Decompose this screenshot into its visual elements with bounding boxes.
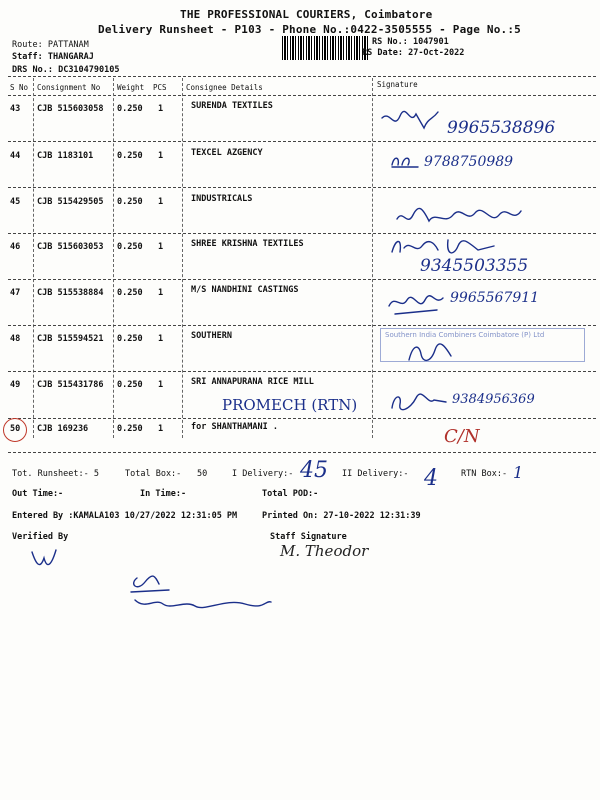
row-consignee: SURENDA TEXTILES — [191, 101, 273, 111]
divider — [8, 187, 596, 188]
col-divider — [113, 78, 114, 438]
runsheet-line: Delivery Runsheet - P103 - Phone No.:0422-3505555 - Page No.:5 — [98, 23, 521, 36]
out-time-label: Out Time:- — [12, 489, 64, 499]
col-consignee: Consignee Details — [186, 83, 263, 92]
row-sno: 49 — [10, 380, 21, 390]
divider — [8, 95, 596, 96]
signature-scribble — [385, 292, 445, 318]
signature-scribble — [390, 153, 420, 169]
drs-value: DC3104790105 — [58, 65, 120, 75]
row-consignee: SHREE KRISHNA TEXTILES — [191, 239, 304, 249]
staff-value: THANGARAJ — [47, 52, 94, 62]
row-weight: 0.250 — [117, 424, 143, 434]
row-consignee: for SHANTHAMANI . — [191, 422, 278, 432]
col-consignment: Consignment No — [37, 83, 101, 92]
signature-scribble — [395, 205, 525, 231]
total-box-label: Total Box:- — [125, 469, 182, 479]
rs-date-value: 27-Oct-2022 — [408, 48, 465, 58]
row-consignment: CJB 169236 — [37, 424, 89, 434]
row-sno: 44 — [10, 151, 21, 161]
col-sno: S No — [10, 83, 29, 92]
signature-scribble — [388, 236, 498, 258]
row-pcs: 1 — [158, 288, 164, 298]
signature-scribble — [405, 340, 455, 364]
divider — [8, 141, 596, 142]
row-weight: 0.250 — [117, 288, 143, 298]
divider — [8, 452, 596, 453]
handwritten-phone: 9788750989 — [424, 154, 514, 170]
verifier-signature — [125, 570, 275, 612]
row-consignment: CJB 1183101 — [37, 151, 94, 161]
row-weight: 0.250 — [117, 242, 143, 252]
divider — [8, 279, 596, 280]
entered-by: Entered By :KAMALA103 10/27/2022 12:31:05 PM — [12, 511, 238, 521]
row-pcs: 1 — [158, 242, 164, 252]
col-divider — [372, 78, 373, 438]
col-divider — [182, 78, 183, 438]
divider — [8, 371, 596, 372]
row-pcs: 1 — [158, 334, 164, 344]
row-weight: 0.250 — [117, 151, 143, 161]
rs-no-label: RS No.: — [372, 37, 408, 47]
handwritten-annotation: PROMECH (RTN) — [222, 396, 358, 414]
handwritten-phone: 9384956369 — [452, 392, 535, 407]
row-consignment: CJB 515603058 — [37, 104, 104, 114]
row-weight: 0.250 — [117, 197, 143, 207]
row-consignment: CJB 515431786 — [37, 380, 104, 390]
row-pcs: 1 — [158, 424, 164, 434]
handwritten-phone: 9965538896 — [447, 118, 556, 138]
row-sno: 48 — [10, 334, 21, 344]
row-weight: 0.250 — [117, 104, 143, 114]
row-weight: 0.250 — [117, 380, 143, 390]
row-pcs: 1 — [158, 104, 164, 114]
verified-signature-mark — [30, 548, 60, 572]
col-signature: Signature — [377, 80, 418, 89]
row-consignee: TEXCEL AZGENCY — [191, 148, 263, 158]
row-pcs: 1 — [158, 151, 164, 161]
row-consignment: CJB 515538884 — [37, 288, 104, 298]
col-weight: Weight — [117, 83, 145, 92]
signature-scribble — [380, 108, 440, 132]
route-value: PATTANAM — [47, 40, 89, 50]
col-divider — [33, 78, 34, 438]
cn-mark: C/N — [444, 426, 480, 447]
delivery-value: 45 — [300, 458, 328, 483]
rtn-box-value: 1 — [513, 463, 524, 482]
verified-by-label: Verified By — [12, 532, 69, 542]
undelivery-value: 4 — [424, 466, 438, 491]
route-label: Route: — [12, 40, 43, 50]
divider — [8, 233, 596, 234]
row-pcs: 1 — [158, 197, 164, 207]
company-stamp: Southern India Combiners Coimbatore (P) Ltd — [380, 328, 585, 362]
staff-label: Staff: — [12, 52, 43, 62]
rs-no-row — [372, 37, 449, 47]
rtn-box-label: RTN Box:- — [461, 469, 508, 479]
divider — [8, 418, 596, 419]
row-sno: 43 — [10, 104, 21, 114]
row-consignment: CJB 515429505 — [37, 197, 104, 207]
barcode — [282, 36, 368, 60]
in-time-label: In Time:- — [140, 489, 187, 499]
row-pcs: 1 — [158, 380, 164, 390]
staff-signature-name: M. Theodor — [280, 542, 369, 560]
row-sno: 47 — [10, 288, 21, 298]
row-sno: 45 — [10, 197, 21, 207]
row-consignment: CJB 515594521 — [37, 334, 104, 344]
rs-date-label: RS Date: — [362, 48, 403, 58]
drs-label: DRS No.: — [12, 65, 53, 75]
total-pod-label: Total POD:- — [262, 489, 319, 499]
col-pcs: PCS — [153, 83, 167, 92]
total-box-value: 50 — [197, 469, 208, 479]
company-title: THE PROFESSIONAL COURIERS, Coimbatore — [180, 8, 433, 21]
drs-row — [12, 65, 120, 75]
row-weight: 0.250 — [117, 334, 143, 344]
delivery-label: I Delivery:- — [232, 469, 294, 479]
printed-on: Printed On: 27-10-2022 12:31:39 — [262, 511, 421, 521]
staff-row — [12, 52, 94, 62]
undelivery-label: II Delivery:- — [342, 469, 409, 479]
row-sno: 50 — [10, 424, 21, 434]
signature-scribble — [388, 390, 448, 412]
row-sno: 46 — [10, 242, 21, 252]
handwritten-phone: 9345503355 — [420, 256, 529, 276]
rs-date-row — [362, 48, 464, 58]
row-consignee: SOUTHERN — [191, 331, 232, 341]
row-consignee: M/S NANDHINI CASTINGS — [191, 285, 299, 295]
row-consignment: CJB 515603053 — [37, 242, 104, 252]
route-row — [12, 40, 89, 50]
staff-signature-label: Staff Signature — [270, 532, 347, 542]
tot-runsheet: Tot. Runsheet:- 5 — [12, 469, 99, 479]
row-consignee: SRI ANNAPURANA RICE MILL — [191, 377, 314, 387]
rs-no-value: 1047901 — [412, 37, 449, 47]
handwritten-phone: 9965567911 — [450, 290, 540, 306]
row-consignee: INDUSTRICALS — [191, 194, 253, 204]
divider — [8, 76, 596, 77]
divider — [8, 325, 596, 326]
